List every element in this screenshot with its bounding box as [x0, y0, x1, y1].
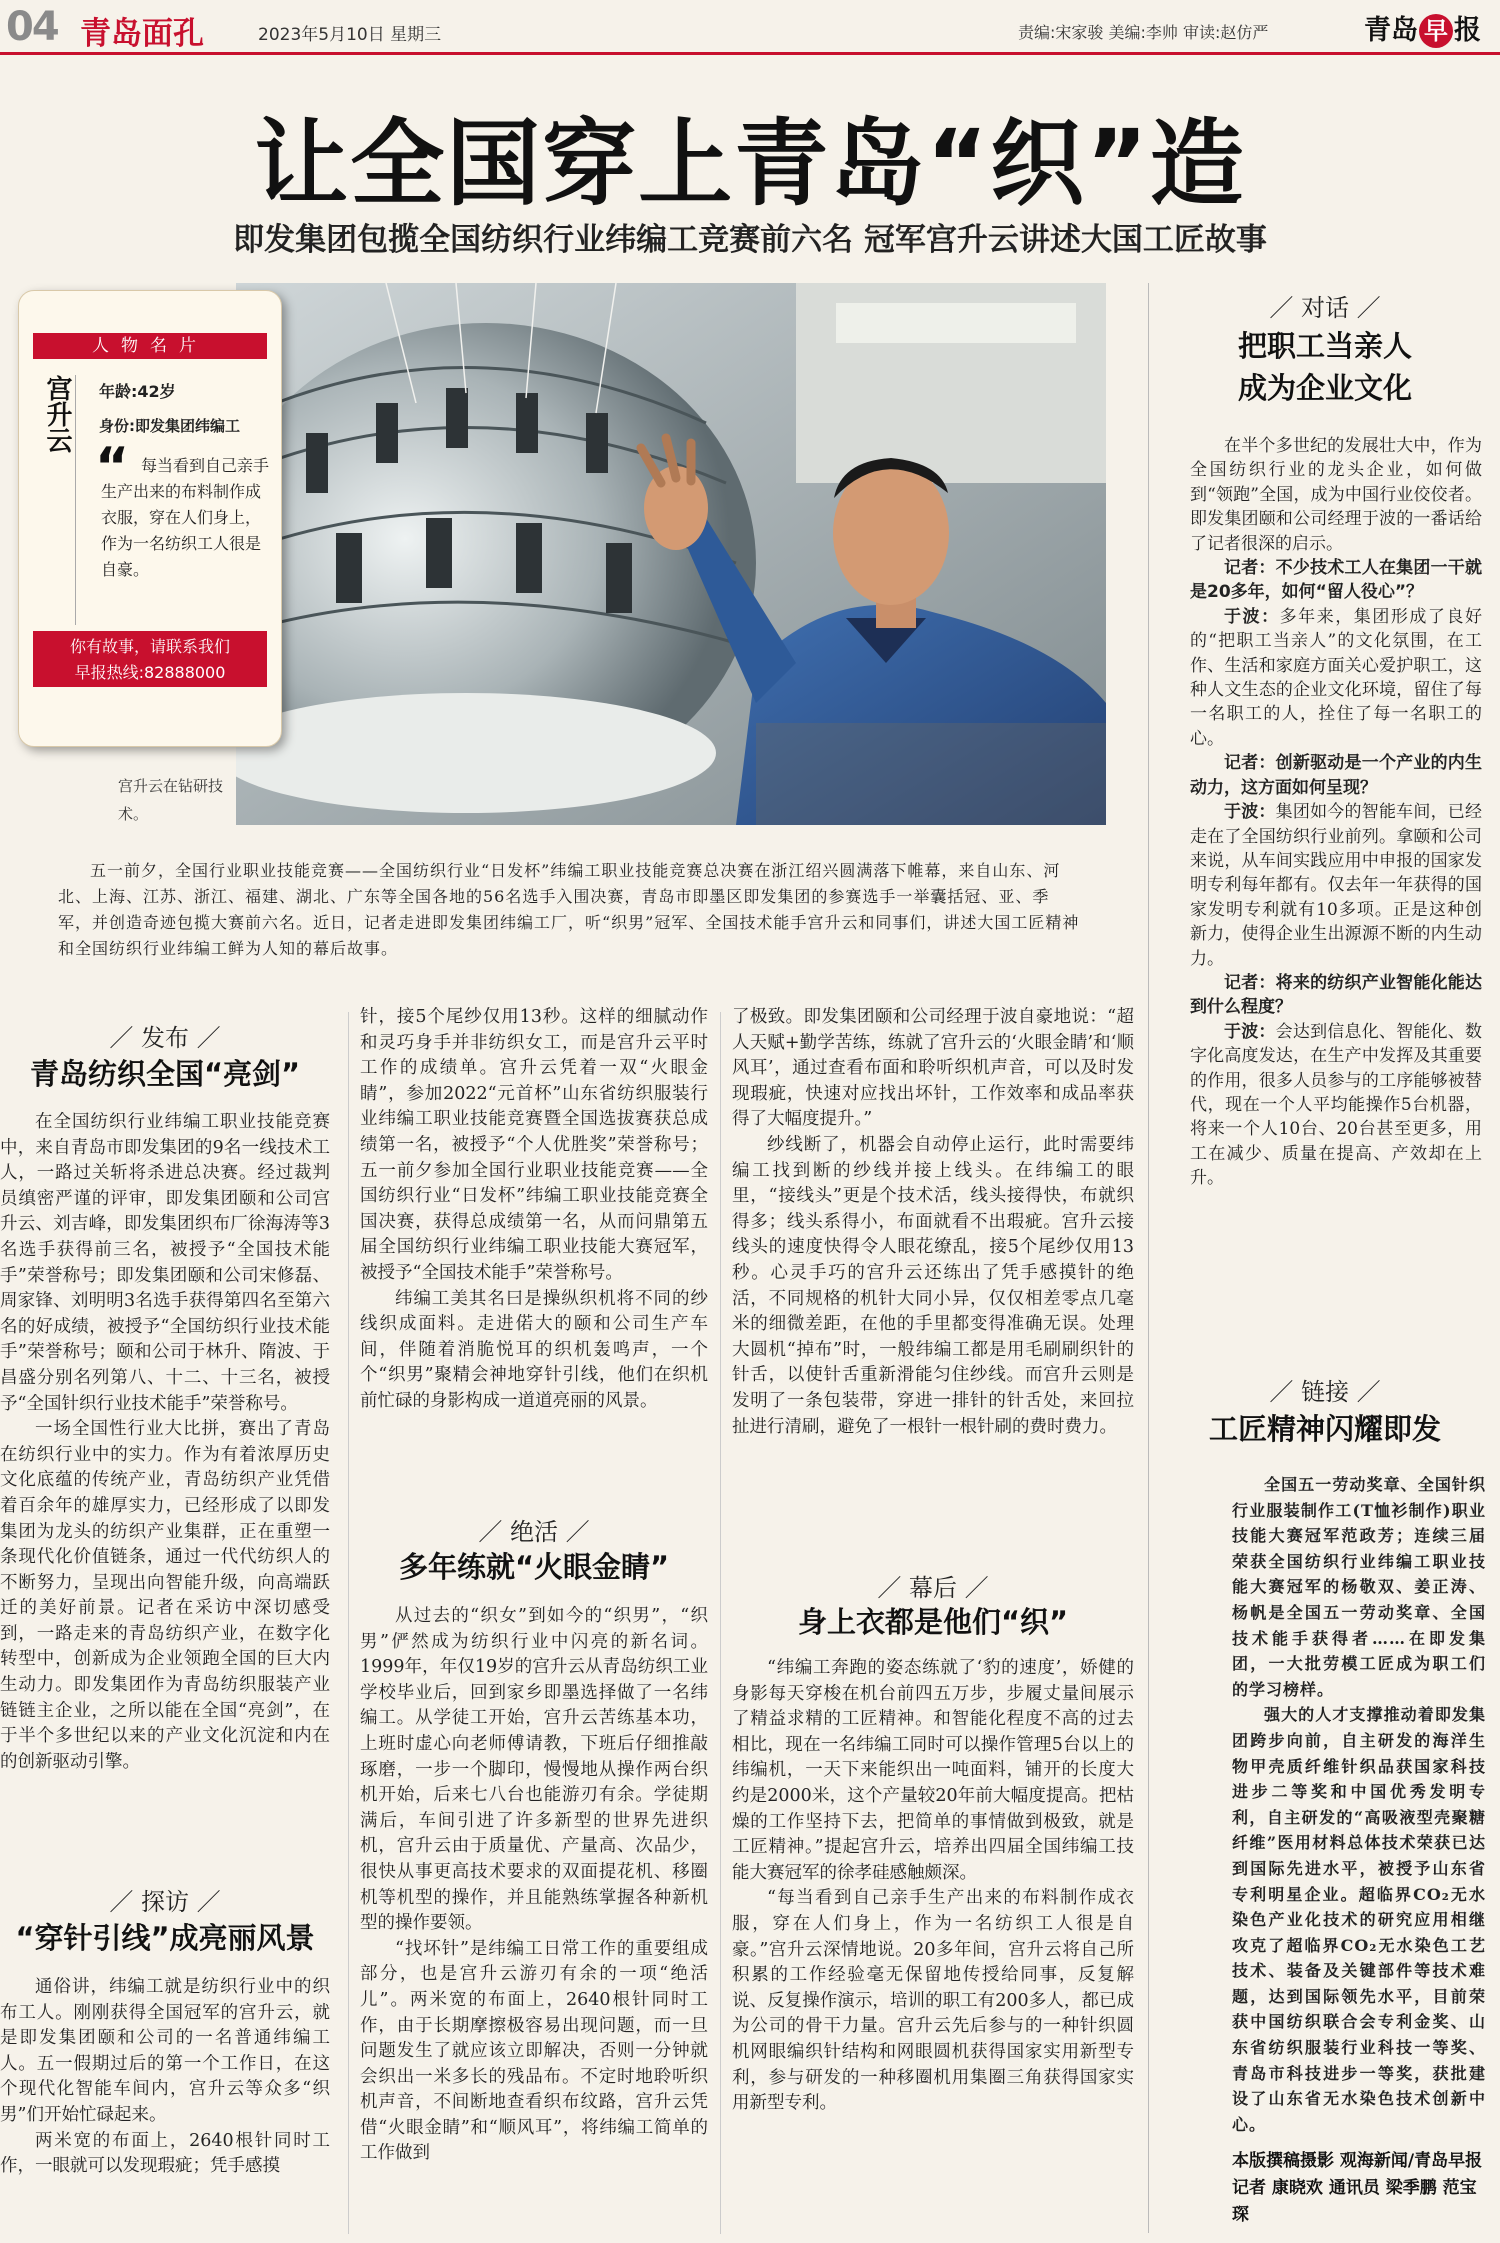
paragraph: 了极致。即发集团颐和公司经理于波自豪地说：“超人天赋+勤学苦练，练就了宫升云的‘火眼金睛’和‘顺风耳’，通过查看布面和聆听织机声音，可以及时发现瑕疵，快速对应找出坏针，工作效率和成品率获得了大幅度提升。”: [732, 1007, 1134, 1130]
paragraph: 全国五一劳动奖章、全国针织行业服装制作工(T恤衫制作)职业技能大赛冠军范政芳；连续三届荣获全国纺织行业纬编工职业技能大赛冠军的杨敬双、姜正涛、杨帆是全国五一劳动奖章、全国技术能手获得者……在即发集团，一大批劳模工匠成为职工们的学习榜样。: [1232, 1475, 1486, 1699]
hotline-line2: 早报热线:82888000: [74, 663, 226, 682]
column-2-text: [360, 1005, 708, 1415]
dialogue-paragraph: [1190, 751, 1482, 800]
question-text: 不少技术工人在集团一干就是20多年，如何“留人役心”？: [1190, 558, 1483, 603]
section-title-fabu: 青岛纺织全国“亮剑”: [29, 1057, 301, 1091]
paragraph: “找坏针”是纬编工日常工作的重要组成部分，也是宫升云游刃有余的一项“绝活儿”。两米宽的布面上，2640根针同时工作，由于长期摩擦极容易出现问题，而一旦问题发生了就应该立即解决，否则一分钟就会织出一米多长的残品布。不定时地聆听织机声音，不间断地查看织布纹路，宫升云凭借“火眼金睛”和“顺风耳”，将纬编工简单的工作做到: [360, 1938, 708, 2164]
column-1-text-lower: [0, 1975, 330, 2180]
profile-job: 身份:即发集团纬编工: [99, 417, 240, 435]
paragraph: 两米宽的布面上，2640根针同时工作，一眼就可以发现瑕疵；凭手感摸: [0, 2130, 330, 2177]
paragraph: 强大的人才支撑推动着即发集团跨步向前，自主研发的海洋生物甲壳质纤维针织品获国家科技进步二等奖和中国优秀发明专利，自主研发的“高吸液型壳聚糖纤维”医用材料总体技术荣获已达到国际先进水平，被授予山东省专利明星企业。超临界CO₂无水染色产业化技术的研究应用相继攻克了超临界CO₂无水染色工艺技术、装备及关键部件等技术难题，达到国际领先水平，目前荣获中国纺织联合会专利金奖、山东省纺织服装行业科技一等奖、青岛市科技进步一等奖，获批建设了山东省无水染色技术创新中心。: [1232, 1705, 1486, 2134]
column-1-text: [0, 1110, 330, 1775]
speaker: 记者：: [1224, 558, 1276, 579]
kicker-dialogue: ／ 对话 ／: [1269, 294, 1381, 322]
answer-text: 集团如今的智能车间，已经走在了全国纺织行业前列。拿颐和公司来说，从车间实践应用中申报的国家发明专利每年都有。仅去年一年获得的国家发明专利就有10多项。正是这种创新力，使得企业生出源源不断的内生动力。: [1190, 802, 1483, 969]
dialogue-text-line: 在半个多世纪的发展壮大中，作为全国纺织行业的龙头企业，如何做到“领跑”全国，成为中国行业佼佼者。即发集团颐和公司经理于波的一番话给了记者很深的启示。: [1190, 436, 1482, 554]
paragraph: “每当看到自己亲手生产出来的布料制作成衣服，穿在人们身上，作为一名纺织工人很是自豪。”宫升云深情地说。20多年间，宫升云将自己所积累的工作经验毫无保留地传授给同事，反复解说、反复操作演示，培训的职工有200多人，都已成为公司的骨干力量。宫升云先后参与的一种针织圆机网眼编织针结构和网眼圆机获得国家实用新型专利，参与研发的一种移圈机用集圈三角获得国家实用新型专利。: [732, 1888, 1134, 2114]
quote-mark-icon: “: [95, 437, 130, 497]
profile-age: 年龄:42岁: [99, 382, 176, 401]
answer-text: 多年来，集团形成了良好的“把职工当亲人”的文化氛围，在工作、生活和家庭方面关心爱护职工，这种人文生态的企业文化环境，留住了每一名职工的人，拴住了每一名职工的心。: [1190, 606, 1483, 749]
column-rule: [720, 1012, 721, 2234]
card-divider: [75, 375, 76, 625]
sub-headline: 即发集团包揽全国纺织行业纬编工竞赛前六名 冠军宫升云讲述大国工匠故事: [233, 222, 1267, 258]
kicker-tanfang: ／ 探访 ／: [109, 1888, 221, 1916]
link-title: 工匠精神闪耀即发: [1208, 1412, 1441, 1446]
profile-card: [18, 290, 282, 747]
dialogue-paragraph: [1190, 1020, 1482, 1191]
column-3-text-lower: [732, 1656, 1134, 2117]
speaker: 记者：: [1224, 972, 1276, 993]
section-title-tanfang: “穿针引线”成亮丽风景: [15, 1921, 315, 1955]
dialogue-paragraph: [1190, 605, 1482, 751]
kicker-juehuo: ／ 绝活 ／: [478, 1518, 590, 1546]
paragraph: 纬编工美其名曰是操纵织机将不同的纱线织成面料。走进偌大的颐和公司生产车间，伴随着消脆悦耳的织机轰鸣声，一个个“织男”聚精会神地穿针引线，他们在织机前忙碌的身影构成一道道亮丽的风景。: [360, 1288, 708, 1411]
speaker: 于波：: [1224, 802, 1276, 823]
page-header: [0, 0, 1500, 55]
logo-left: 青岛: [1364, 15, 1418, 46]
answer-text: 会达到信息化、智能化、数字化高度发达，在生产中发挥及其重要的作用，很多人员参与的工序能够被替代，现在一个人平均能操作5台机器，将来一个人10台、20台甚至更多，用工在减少、质量在提高、产效却在上升。: [1190, 1021, 1483, 1189]
paragraph: 针，接5个尾纱仅用13秒。这样的细腻动作和灵巧身手并非纺织女工，而是宫升云平时工作的成绩单。宫升云凭着一双“火眼金睛”，参加2022“元首杯”山东省纺织服装行业纬编工职业技能竞赛暨全国选拔赛获总成绩第一名，被授予“个人优胜奖”荣誉称号；五一前夕参加全国行业职业技能竞赛——全国纺织行业“日发杯”纬编工职业技能竞赛全国决赛，获得总成绩第一名，从而问鼎第五届全国纺织行业纬编工职业技能大赛冠军，被授予“全国技术能手”荣誉称号。: [360, 1007, 708, 1283]
column-2-text-lower: [360, 1604, 708, 2167]
profile-quote: 每当看到自己亲手生产出来的布料制作成衣服，穿在人们身上，作为一名纺织工人很是自豪。: [101, 456, 270, 579]
question-text: 创新驱动是一个产业的内生动力，这方面如何呈现？: [1190, 753, 1483, 798]
dialogue-paragraph: [1190, 971, 1482, 1020]
dialogue-paragraph: [1190, 434, 1482, 556]
byline: 本版撰稿摄影 观海新闻/青岛早报记者 康晓欢 通讯员 梁季鹏 范宝琛: [1232, 2151, 1483, 2225]
dialogue-title-line2: 成为企业文化: [1237, 371, 1412, 405]
page-number: 04: [6, 4, 58, 50]
issue-date: 2023年5月10日 星期三: [258, 25, 442, 45]
main-headline: 让全国穿上青岛“织”造: [254, 110, 1246, 219]
dialogue-text: [1190, 434, 1482, 1191]
profile-name: 宫升云: [42, 375, 72, 453]
column-rule: [348, 1012, 349, 2234]
speaker: 于波：: [1224, 1021, 1276, 1042]
speaker: 于波：: [1224, 606, 1280, 627]
paragraph: 纱线断了，机器会自动停止运行，此时需要纬编工找到断的纱线并接上线头。在纬编工的眼里，“接线头”更是个技术活，线头接得快，布就织得多；线头系得小，布面就看不出瑕疵。宫升云接线头的速度快得令人眼花缭乱，接5个尾纱仅用13秒。心灵手巧的宫升云还练出了凭手感摸针的绝活，不同规格的机针大同小异，仅仅相差零点几毫米的细微差距，在他的手里都变得准确无误。处理大圆机“掉布”时，一般纬编工都是用毛刷刷织针的针舌，以使针舌重新滑能匀住纱线。而宫升云则是发明了一条包装带，穿进一排针的针舌处，来回拉扯进行清刷，避免了一根针一根针刷的费时费力。: [732, 1134, 1134, 1437]
dialogue-paragraph: [1190, 556, 1482, 605]
paragraph: “纬编工奔跑的姿态练就了‘豹的速度’，娇健的身影每天穿梭在机台前四五万步，步履丈量间展示了精益求精的工匠精神。和智能化程度不高的过去相比，现在一名纬编工同时可以操作管理5台以上的纬编机，一天下来能织出一吨面料，铺开的长度大约是2000米，这个产量较20年前大幅度提高。把枯燥的工作坚持下去，把简单的事情做到极致，就是工匠精神。”提起宫升云，培养出四届全国纬编工技能大赛冠军的徐孝硅感触颇深。: [732, 1658, 1134, 1883]
card-header: 人物名片: [33, 333, 267, 359]
paragraph: 从过去的“织女”到如今的“织男”，“织男”俨然成为纺织行业中闪亮的新名词。1999年，年仅19岁的宫升云从青岛纺织工业学校毕业后，回到家乡即墨选择做了一名纬编工。从学徒工开始，宫升云苦练基本功，上班时虚心向老师傅请教，下班后仔细推敲琢磨，一步一个脚印，慢慢地从操作两台织机开始，后来七八台也能游刃有余。学徒期满后，车间引进了许多新型的世界先进织机，宫升云由于质量优、产量高、次品少，很快从事更高技术要求的双面提花机、移圈机等机型的操作，并且能熟练掌握各种新机型的操作要领。: [360, 1606, 708, 1934]
newspaper-logo: [1364, 8, 1481, 48]
section-title-muhou: 身上衣都是他们“织”: [797, 1605, 1069, 1639]
worker-photo-illustration: [236, 283, 1106, 825]
hotline-line1: 你有故事，请联系我们: [69, 637, 230, 656]
dialogue-title-line1: 把职工当亲人: [1237, 329, 1412, 363]
speaker: 记者：: [1224, 753, 1276, 774]
column-rule: [1148, 283, 1149, 2233]
dialogue-paragraph: [1190, 800, 1482, 971]
photo-caption: 宫升云在钻研技术。: [118, 777, 224, 823]
paragraph: 通俗讲，纬编工就是纺织行业中的织布工人。刚刚获得全国冠军的宫升云，就是即发集团颐和公司的一名普通纬编工人。五一假期过后的第一个工作日，在这个现代化智能车间内，宫升云等众多“织男”们开始忙碌起来。: [0, 1977, 330, 2125]
intro-paragraph: 五一前夕，全国行业职业技能竞赛——全国纺织行业“日发杯”纬编工职业技能竞赛总决赛在浙江绍兴圆满落下帷幕，来自山东、河北、上海、江苏、浙江、福建、湖北、广东等全国各地的56名选手入围决赛，青岛市即墨区即发集团的参赛选手一举囊括冠、亚、季军，并创造奇迹包揽大赛前六名。近日，记者走进即发集团纬编工厂，听“织男”冠军、全国技术能手宫升云和同事们，讲述大国工匠精神和全国纺织行业纬编工鲜为人知的幕后故事。: [58, 861, 1080, 958]
paragraph: 在全国纺织行业纬编工职业技能竞赛中，来自青岛市即发集团的9名一线技术工人，一路过关斩将杀进总决赛。经过裁判员缜密严谨的评审，即发集团颐和公司宫升云、刘吉峰，即发集团织布厂徐海涛等3名选手获得前三名，被授予“全国技术能手”荣誉称号；即发集团颐和公司宋修磊、周家锋、刘明明3名选手获得第四名至第六名的好成绩，被授予“全国纺织行业技术能手”荣誉称号；颐和公司于林升、隋波、于昌盛分别名列第八、十二、十三名，被授予“全国针织行业技术能手”荣誉称号。: [0, 1112, 330, 1414]
paragraph: 一场全国性行业大比拼，赛出了青岛在纺织行业中的实力。作为有着浓厚历史文化底蕴的传统产业，青岛纺织产业凭借着百余年的雄厚实力，已经形成了以即发集团为龙头的纺织产业集群，正在重塑一条现代化价值链条，通过一代代纺织人的不断努力，呈现出向智能升级，向高端跃迁的美好前景。记者在采访中深切感受到，一路走来的青岛纺织产业，在数字化转型中，创新成为企业领跑全国的巨大内生动力。即发集团作为青岛纺织服装产业链链主企业，之所以能在全国“亮剑”，在于半个多世纪以来的产业文化沉淀和内在的创新驱动引擎。: [0, 1419, 330, 1772]
kicker-fabu: ／ 发布 ／: [109, 1024, 221, 1052]
feature-photo: [236, 283, 1106, 825]
editor-credits: 责编:宋家骏 美编:李帅 审读:赵仿严: [1018, 23, 1269, 42]
link-text: [1232, 1472, 1486, 2137]
logo-mark: 早: [1419, 14, 1453, 48]
question-text: 将来的纺织产业智能化能达到什么程度？: [1190, 972, 1483, 1018]
logo-right: 报: [1454, 15, 1481, 46]
kicker-link: ／ 链接 ／: [1269, 1378, 1381, 1406]
section-title-juehuo: 多年练就“火眼金睛”: [398, 1550, 670, 1584]
column-3-text: [732, 1005, 1134, 1440]
hotline-banner: [33, 631, 267, 687]
section-title: 青岛面孔: [80, 16, 204, 52]
kicker-muhou: ／ 幕后 ／: [877, 1574, 989, 1602]
